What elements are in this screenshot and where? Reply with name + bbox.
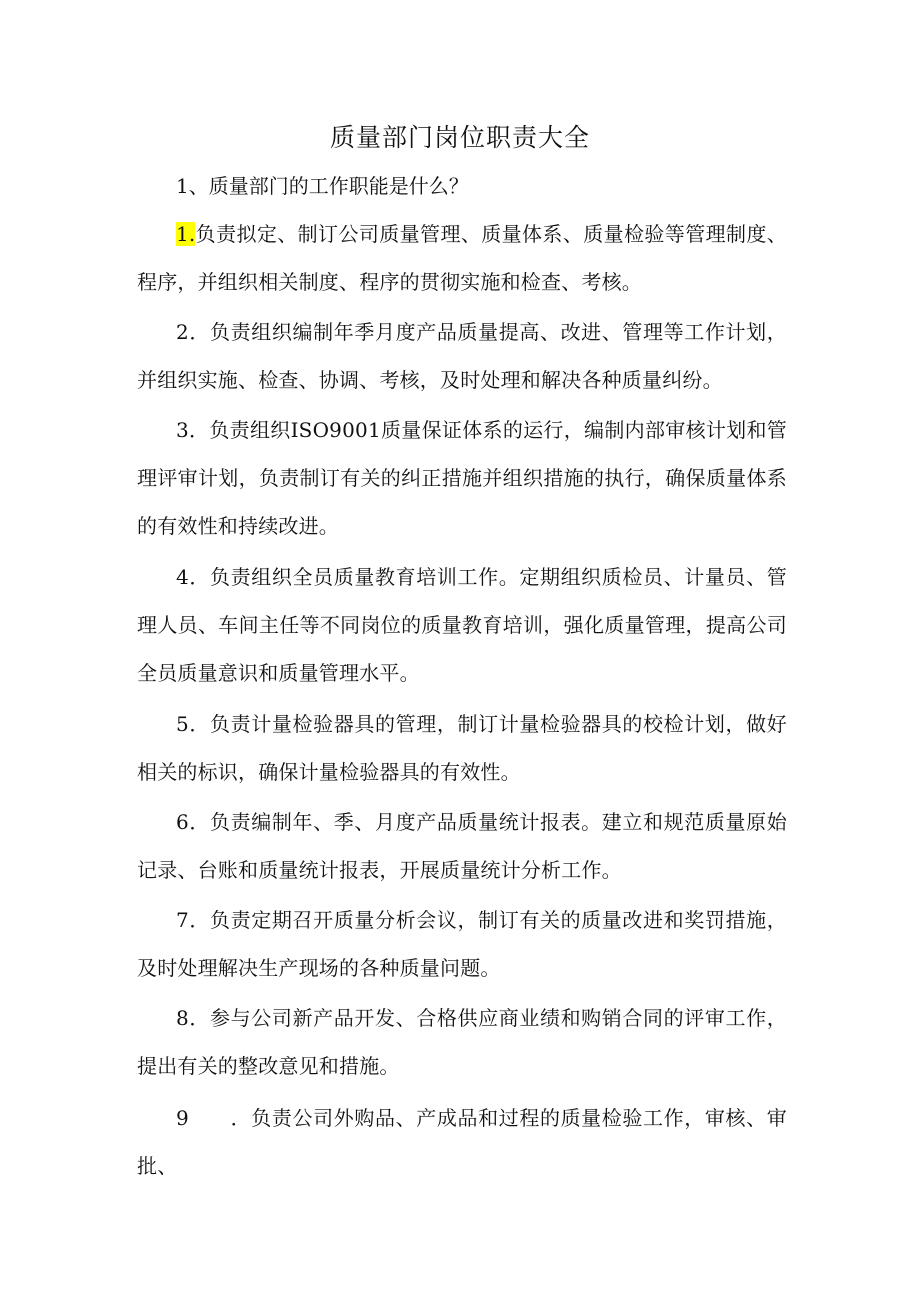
duty-text: ．负责定期召开质量分析会议，制订有关的质量改进和奖罚措施，及时处理解决生产现场的各种质量问题。 (137, 908, 787, 980)
duty-number: 5 (176, 712, 189, 736)
duty-item-6 (137, 798, 787, 894)
duty-text: ．负责公司外购品、产成品和过程的质量检验工作，审核、审批、 (137, 1106, 787, 1178)
duty-item-5 (137, 700, 787, 796)
document-title: 质量部门岗位职责大全 (329, 123, 590, 152)
duty-text: ．负责组织编制年季月度产品质量提高、改进、管理等工作计划，并组织实施、检查、协调、考核，及时处理和解决各种质量纠纷。 (137, 320, 787, 392)
duty-item-3 (137, 406, 787, 550)
duty-text: ．负责计量检验器具的管理，制订计量检验器具的校检计划，做好相关的标识，确保计量检验器具的有效性。 (137, 712, 787, 784)
duty-number: 9 (176, 1106, 189, 1130)
duty-item-2 (137, 308, 787, 404)
duty-number: 4 (176, 565, 189, 589)
duty-number: 3 (176, 418, 189, 442)
duty-number-highlighted: 1. (176, 222, 196, 246)
duty-text: ．负责组织全员质量教育培训工作。定期组织质检员、计量员、管理人员、车间主任等不同岗位的质量教育培训，强化质量管理，提高公司全员质量意识和质量管理水平。 (137, 565, 787, 685)
duty-item-7 (137, 896, 787, 992)
duty-item-4 (137, 553, 787, 697)
duty-text: ．参与公司新产品开发、合格供应商业绩和购销合同的评审工作，提出有关的整改意见和措施。 (137, 1006, 787, 1078)
duty-item-1 (137, 210, 787, 306)
section-question: 1、质量部门的工作职能是什么？ (176, 174, 469, 198)
duty-text: ．负责编制年、季、月度产品质量统计报表。建立和规范质量原始记录、台账和质量统计报表，开展质量统计分析工作。 (137, 810, 787, 882)
duty-number: 2 (176, 320, 189, 344)
duty-number: 8 (176, 1006, 189, 1030)
duty-item-8 (137, 994, 787, 1090)
duty-number: 6 (176, 810, 189, 834)
duty-text: ．负责组织ISO9001质量保证体系的运行，编制内部审核计划和管理评审计划，负责制订有关的纠正措施并组织措施的执行，确保质量体系的有效性和持续改进。 (137, 418, 787, 538)
duty-number: 7 (176, 908, 189, 932)
duty-item-9 (137, 1094, 787, 1190)
duty-text: 负责拟定、制订公司质量管理、质量体系、质量检验等管理制度、程序，并组织相关制度、程序的贯彻实施和检查、考核。 (137, 222, 787, 294)
